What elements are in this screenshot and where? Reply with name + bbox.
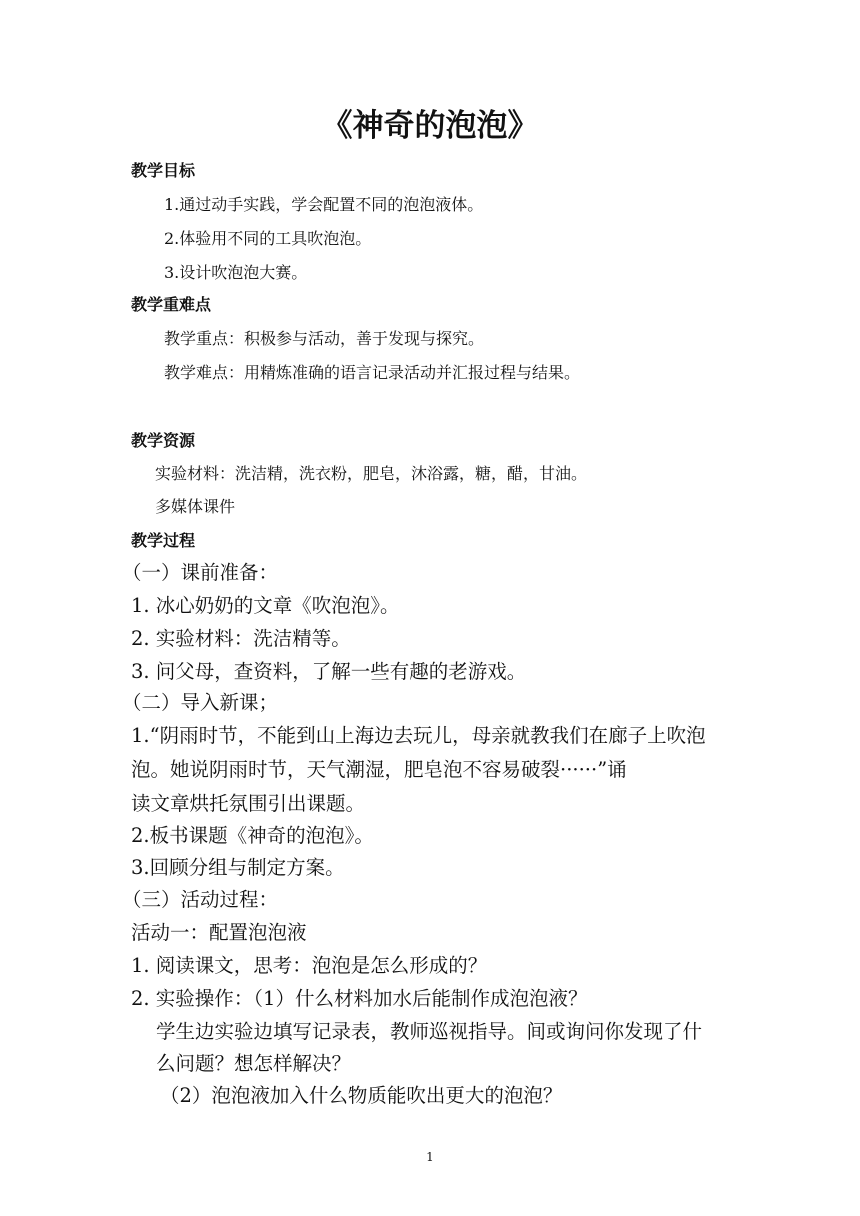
intro-line: 泡。她说阴雨时节，天气潮湿，肥皂泡不容易破裂······”诵 xyxy=(131,758,627,781)
key-points-heading: 教学重难点 xyxy=(131,295,212,314)
activity-line: 2. 实验操作：（1）什么材料加水后能制作成泡泡液？ xyxy=(131,987,588,1010)
page-number: 1 xyxy=(426,1150,434,1164)
section-heading: （一）课前准备： xyxy=(122,561,279,584)
resource-item: 多媒体课件 xyxy=(155,497,236,516)
intro-line: 1.“阴雨时节，不能到山上海边去玩儿，母亲就教我们在廊子上吹泡 xyxy=(131,724,706,747)
key-point-item: 教学难点：用精炼准确的语言记录活动并汇报过程与结果。 xyxy=(164,363,581,382)
activity-line: （2）泡泡液加入什么物质能吹出更大的泡泡？ xyxy=(160,1084,563,1107)
activity-heading: 活动一：配置泡泡液 xyxy=(131,921,307,944)
objectives-heading: 教学目标 xyxy=(131,161,196,180)
intro-line: 3.回顾分组与制定方案。 xyxy=(131,856,345,879)
activity-line: 1. 阅读课文，思考：泡泡是怎么形成的？ xyxy=(131,954,488,977)
prep-item: 1. 冰心奶奶的文章《吹泡泡》。 xyxy=(131,594,400,617)
resources-heading: 教学资源 xyxy=(131,431,196,450)
activity-line: 学生边实验边填写记录表，教师巡视指导。间或询问你发现了什 xyxy=(156,1020,703,1043)
objective-item: 1.通过动手实践，学会配置不同的泡泡液体。 xyxy=(164,195,484,214)
prep-item: 2. 实验材料：洗洁精等。 xyxy=(131,627,351,650)
document-title: 《神奇的泡泡》 xyxy=(321,108,539,144)
process-heading: 教学过程 xyxy=(131,531,196,550)
activity-line: 么问题？想怎样解决？ xyxy=(156,1052,352,1075)
section-heading: （三）活动过程： xyxy=(122,888,279,911)
objective-item: 3.设计吹泡泡大赛。 xyxy=(164,263,308,282)
section-heading: （二）导入新课； xyxy=(122,691,279,714)
intro-line: 读文章烘托氛围引出课题。 xyxy=(131,792,366,815)
objective-item: 2.体验用不同的工具吹泡泡。 xyxy=(164,229,372,248)
intro-line: 2.板书课题《神奇的泡泡》。 xyxy=(131,824,374,847)
resource-item: 实验材料：洗洁精，洗衣粉，肥皂，沐浴露，糖，醋，甘油。 xyxy=(155,464,588,483)
key-point-item: 教学重点：积极参与活动，善于发现与探究。 xyxy=(164,329,485,348)
prep-item: 3. 问父母，查资料，了解一些有趣的老游戏。 xyxy=(131,660,527,683)
